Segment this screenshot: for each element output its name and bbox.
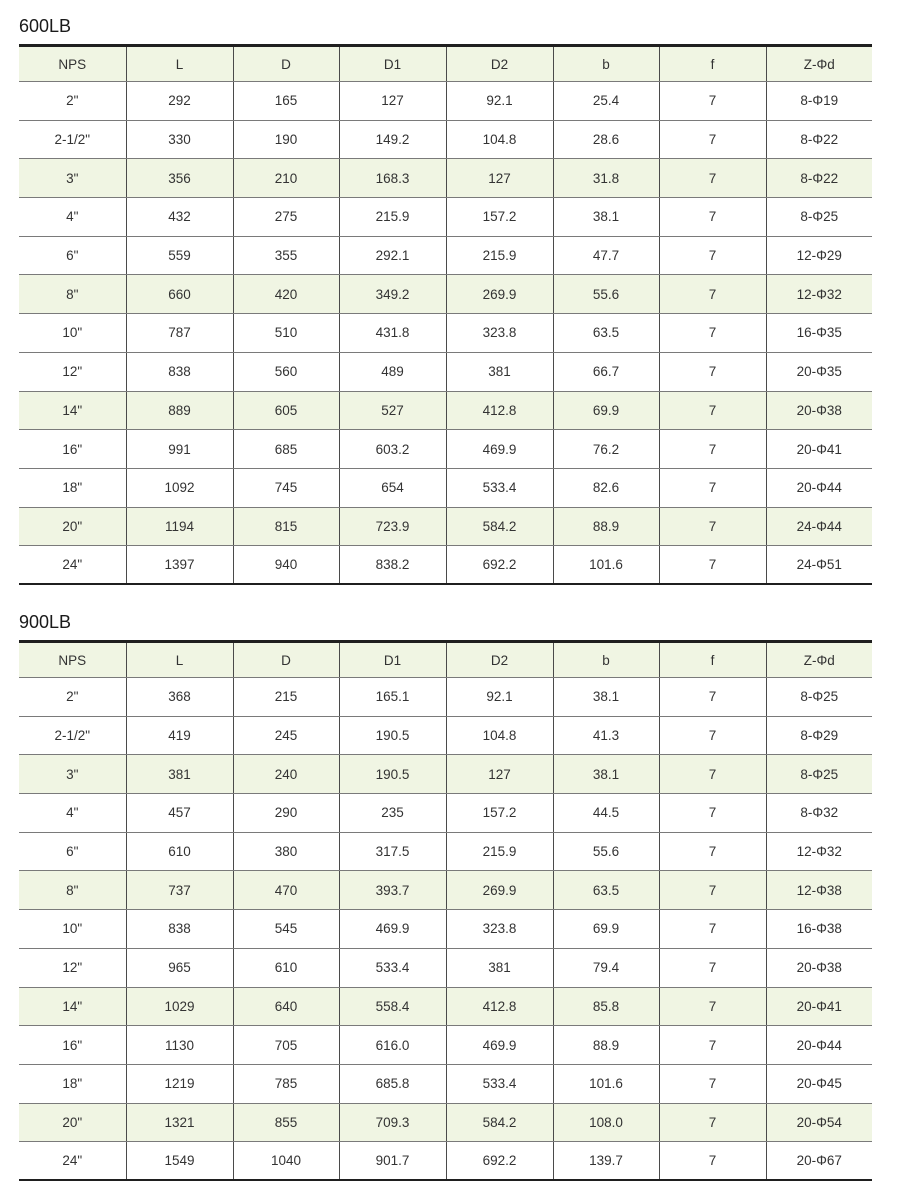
table-cell: 1219 — [126, 1064, 233, 1103]
table-cell: 20-Φ41 — [766, 430, 872, 469]
table-cell: 2-1/2" — [19, 120, 126, 159]
table-cell: 1092 — [126, 468, 233, 507]
table-cell: 737 — [126, 871, 233, 910]
table-cell: 545 — [233, 910, 339, 949]
table-cell: 901.7 — [339, 1142, 446, 1181]
table-cell: 787 — [126, 314, 233, 353]
table-row — [19, 236, 872, 275]
table-cell: 24-Φ51 — [766, 546, 872, 585]
table-cell: 108.0 — [553, 1103, 659, 1142]
table-cell: 381 — [126, 755, 233, 794]
table-cell: 38.1 — [553, 755, 659, 794]
section-title-600lb: 600LB — [19, 16, 72, 36]
table-cell: 215.9 — [339, 198, 446, 237]
table-row — [19, 1064, 872, 1103]
table-cell: 69.9 — [553, 391, 659, 430]
table-cell: 815 — [233, 507, 339, 546]
table-cell: 16" — [19, 1026, 126, 1065]
table-cell: 88.9 — [553, 1026, 659, 1065]
table-cell: 7 — [659, 82, 766, 121]
table-cell: 20-Φ67 — [766, 1142, 872, 1181]
table-cell: 6" — [19, 832, 126, 871]
table-cell: 349.2 — [339, 275, 446, 314]
table-cell: 1321 — [126, 1103, 233, 1142]
table-cell: 7 — [659, 507, 766, 546]
table-cell: 7 — [659, 871, 766, 910]
table-cell: 210 — [233, 159, 339, 198]
table-cell: 165 — [233, 82, 339, 121]
table-cell: 69.9 — [553, 910, 659, 949]
table-cell: 8-Φ29 — [766, 716, 872, 755]
table-cell: 616.0 — [339, 1026, 446, 1065]
table-cell: 889 — [126, 391, 233, 430]
table-cell: 855 — [233, 1103, 339, 1142]
table-cell: 92.1 — [446, 82, 553, 121]
table-cell: 292 — [126, 82, 233, 121]
table-cell: 157.2 — [446, 794, 553, 833]
table-cell: 20" — [19, 507, 126, 546]
table-cell: 215 — [233, 678, 339, 717]
table-row — [19, 275, 872, 314]
table-cell: 18" — [19, 1064, 126, 1103]
table-cell: 7 — [659, 1142, 766, 1181]
table-cell: 838 — [126, 352, 233, 391]
table-cell: 82.6 — [553, 468, 659, 507]
table-row — [19, 507, 872, 546]
table-cell: 420 — [233, 275, 339, 314]
table-cell: 533.4 — [339, 948, 446, 987]
table-cell: 8-Φ25 — [766, 678, 872, 717]
column-header: L — [126, 642, 233, 678]
table-cell: 20" — [19, 1103, 126, 1142]
table-cell: 6" — [19, 236, 126, 275]
column-header: Z-Φd — [766, 642, 872, 678]
table-cell: 12-Φ32 — [766, 275, 872, 314]
column-header: D2 — [446, 46, 553, 82]
table-cell: 692.2 — [446, 1142, 553, 1181]
table-cell: 412.8 — [446, 391, 553, 430]
table-cell: 290 — [233, 794, 339, 833]
table-cell: 7 — [659, 430, 766, 469]
table-cell: 76.2 — [553, 430, 659, 469]
table-cell: 55.6 — [553, 832, 659, 871]
table-cell: 24" — [19, 546, 126, 585]
table-cell: 470 — [233, 871, 339, 910]
table-cell: 25.4 — [553, 82, 659, 121]
table-cell: 660 — [126, 275, 233, 314]
table-row — [19, 352, 872, 391]
section-title-900lb: 900LB — [19, 612, 72, 632]
table-cell: 457 — [126, 794, 233, 833]
table-cell: 368 — [126, 678, 233, 717]
table-cell: 190.5 — [339, 716, 446, 755]
table-cell: 8-Φ25 — [766, 198, 872, 237]
table-row — [19, 755, 872, 794]
table-cell: 7 — [659, 948, 766, 987]
table-cell: 654 — [339, 468, 446, 507]
table-cell: 8-Φ19 — [766, 82, 872, 121]
table-cell: 24-Φ44 — [766, 507, 872, 546]
table-cell: 381 — [446, 352, 553, 391]
table-row — [19, 948, 872, 987]
table-cell: 10" — [19, 314, 126, 353]
table-cell: 149.2 — [339, 120, 446, 159]
table-cell: 317.5 — [339, 832, 446, 871]
table-cell: 610 — [126, 832, 233, 871]
table-cell: 393.7 — [339, 871, 446, 910]
table-cell: 88.9 — [553, 507, 659, 546]
table-cell: 7 — [659, 1026, 766, 1065]
table-cell: 28.6 — [553, 120, 659, 159]
table-cell: 685 — [233, 430, 339, 469]
table-cell: 63.5 — [553, 314, 659, 353]
table-cell: 965 — [126, 948, 233, 987]
table-cell: 7 — [659, 275, 766, 314]
table-cell: 603.2 — [339, 430, 446, 469]
table-cell: 7 — [659, 198, 766, 237]
table-cell: 2" — [19, 678, 126, 717]
table-cell: 215.9 — [446, 236, 553, 275]
table-row — [19, 468, 872, 507]
table-cell: 16-Φ38 — [766, 910, 872, 949]
column-header: NPS — [19, 642, 126, 678]
column-header: D — [233, 46, 339, 82]
table-row — [19, 120, 872, 159]
table-cell: 190 — [233, 120, 339, 159]
table-cell: 12" — [19, 948, 126, 987]
table-cell: 605 — [233, 391, 339, 430]
table-cell: 165.1 — [339, 678, 446, 717]
table-cell: 18" — [19, 468, 126, 507]
table-cell: 240 — [233, 755, 339, 794]
table-cell: 47.7 — [553, 236, 659, 275]
table-cell: 20-Φ41 — [766, 987, 872, 1026]
table-cell: 24" — [19, 1142, 126, 1181]
table-cell: 79.4 — [553, 948, 659, 987]
table-cell: 10" — [19, 910, 126, 949]
table-cell: 20-Φ35 — [766, 352, 872, 391]
table-cell: 558.4 — [339, 987, 446, 1026]
table-cell: 101.6 — [553, 1064, 659, 1103]
table-cell: 356 — [126, 159, 233, 198]
table-cell: 1130 — [126, 1026, 233, 1065]
table-cell: 745 — [233, 468, 339, 507]
table-cell: 940 — [233, 546, 339, 585]
table-cell: 381 — [446, 948, 553, 987]
table-cell: 157.2 — [446, 198, 553, 237]
table-cell: 419 — [126, 716, 233, 755]
table-cell: 245 — [233, 716, 339, 755]
table-cell: 838 — [126, 910, 233, 949]
table-row — [19, 910, 872, 949]
table-row — [19, 82, 872, 121]
table-cell: 432 — [126, 198, 233, 237]
table-cell: 323.8 — [446, 314, 553, 353]
table-cell: 640 — [233, 987, 339, 1026]
column-header: D1 — [339, 46, 446, 82]
column-header: b — [553, 46, 659, 82]
table-cell: 559 — [126, 236, 233, 275]
table-cell: 560 — [233, 352, 339, 391]
table-cell: 20-Φ44 — [766, 468, 872, 507]
table-cell: 709.3 — [339, 1103, 446, 1142]
table-cell: 63.5 — [553, 871, 659, 910]
table-row — [19, 1142, 872, 1181]
table-cell: 127 — [446, 755, 553, 794]
table-cell: 20-Φ38 — [766, 948, 872, 987]
table-cell: 85.8 — [553, 987, 659, 1026]
table-cell: 723.9 — [339, 507, 446, 546]
table-cell: 584.2 — [446, 1103, 553, 1142]
table-cell: 269.9 — [446, 871, 553, 910]
table-cell: 7 — [659, 468, 766, 507]
column-header: D2 — [446, 642, 553, 678]
table-cell: 127 — [446, 159, 553, 198]
table-cell: 991 — [126, 430, 233, 469]
table-cell: 838.2 — [339, 546, 446, 585]
table-cell: 12-Φ29 — [766, 236, 872, 275]
table-cell: 2" — [19, 82, 126, 121]
table-cell: 510 — [233, 314, 339, 353]
table-cell: 44.5 — [553, 794, 659, 833]
table-cell: 7 — [659, 755, 766, 794]
table-cell: 8-Φ22 — [766, 159, 872, 198]
table-cell: 275 — [233, 198, 339, 237]
table-cell: 431.8 — [339, 314, 446, 353]
table-cell: 92.1 — [446, 678, 553, 717]
table-cell: 533.4 — [446, 468, 553, 507]
table-row — [19, 794, 872, 833]
table-cell: 1040 — [233, 1142, 339, 1181]
table-cell: 692.2 — [446, 546, 553, 585]
table-row — [19, 159, 872, 198]
table-header-row — [19, 46, 872, 82]
table-cell: 101.6 — [553, 546, 659, 585]
table-cell: 4" — [19, 198, 126, 237]
table-row — [19, 987, 872, 1026]
table-cell: 168.3 — [339, 159, 446, 198]
table-cell: 12" — [19, 352, 126, 391]
table-cell: 7 — [659, 120, 766, 159]
table-cell: 8" — [19, 871, 126, 910]
table-cell: 785 — [233, 1064, 339, 1103]
table-cell: 12-Φ32 — [766, 832, 872, 871]
table-cell: 469.9 — [339, 910, 446, 949]
table-cell: 3" — [19, 159, 126, 198]
table-cell: 7 — [659, 314, 766, 353]
table-cell: 705 — [233, 1026, 339, 1065]
table-cell: 20-Φ44 — [766, 1026, 872, 1065]
table-cell: 527 — [339, 391, 446, 430]
table-cell: 215.9 — [446, 832, 553, 871]
table-cell: 104.8 — [446, 120, 553, 159]
table-cell: 7 — [659, 794, 766, 833]
table-cell: 292.1 — [339, 236, 446, 275]
table-cell: 489 — [339, 352, 446, 391]
column-header: b — [553, 642, 659, 678]
column-header: L — [126, 46, 233, 82]
table-cell: 7 — [659, 159, 766, 198]
table-cell: 469.9 — [446, 430, 553, 469]
dimension-table-600lb — [19, 44, 872, 585]
column-header: f — [659, 642, 766, 678]
table-cell: 1397 — [126, 546, 233, 585]
table-cell: 104.8 — [446, 716, 553, 755]
table-cell: 610 — [233, 948, 339, 987]
table-cell: 584.2 — [446, 507, 553, 546]
table-header-row — [19, 642, 872, 678]
column-header: D1 — [339, 642, 446, 678]
table-row — [19, 391, 872, 430]
table-row — [19, 678, 872, 717]
column-header: f — [659, 46, 766, 82]
column-header: NPS — [19, 46, 126, 82]
table-row — [19, 314, 872, 353]
table-cell: 38.1 — [553, 198, 659, 237]
table-cell: 31.8 — [553, 159, 659, 198]
table-cell: 127 — [339, 82, 446, 121]
table-cell: 355 — [233, 236, 339, 275]
table-cell: 41.3 — [553, 716, 659, 755]
table-cell: 8-Φ32 — [766, 794, 872, 833]
table-cell: 235 — [339, 794, 446, 833]
table-cell: 380 — [233, 832, 339, 871]
table-cell: 20-Φ54 — [766, 1103, 872, 1142]
table-cell: 7 — [659, 678, 766, 717]
table-cell: 16" — [19, 430, 126, 469]
table-cell: 139.7 — [553, 1142, 659, 1181]
table-cell: 14" — [19, 391, 126, 430]
table-cell: 7 — [659, 546, 766, 585]
table-cell: 412.8 — [446, 987, 553, 1026]
table-cell: 469.9 — [446, 1026, 553, 1065]
table-cell: 7 — [659, 987, 766, 1026]
table-cell: 7 — [659, 716, 766, 755]
table-cell: 4" — [19, 794, 126, 833]
table-cell: 269.9 — [446, 275, 553, 314]
table-cell: 12-Φ38 — [766, 871, 872, 910]
table-cell: 55.6 — [553, 275, 659, 314]
table-cell: 7 — [659, 910, 766, 949]
dimension-table-900lb — [19, 640, 872, 1181]
table-row — [19, 546, 872, 585]
table-row — [19, 871, 872, 910]
table-cell: 190.5 — [339, 755, 446, 794]
table-cell: 3" — [19, 755, 126, 794]
table-cell: 533.4 — [446, 1064, 553, 1103]
table-cell: 1194 — [126, 507, 233, 546]
table-cell: 8-Φ22 — [766, 120, 872, 159]
table-cell: 323.8 — [446, 910, 553, 949]
table-cell: 20-Φ45 — [766, 1064, 872, 1103]
table-row — [19, 1103, 872, 1142]
table-cell: 8-Φ25 — [766, 755, 872, 794]
table-cell: 20-Φ38 — [766, 391, 872, 430]
table-row — [19, 430, 872, 469]
table-cell: 8" — [19, 275, 126, 314]
table-cell: 685.8 — [339, 1064, 446, 1103]
table-row — [19, 832, 872, 871]
table-cell: 66.7 — [553, 352, 659, 391]
table-cell: 7 — [659, 352, 766, 391]
table-cell: 2-1/2" — [19, 716, 126, 755]
table-cell: 7 — [659, 1064, 766, 1103]
table-cell: 330 — [126, 120, 233, 159]
table-cell: 16-Φ35 — [766, 314, 872, 353]
table-cell: 1549 — [126, 1142, 233, 1181]
table-row — [19, 198, 872, 237]
table-row — [19, 716, 872, 755]
table-cell: 7 — [659, 1103, 766, 1142]
column-header: D — [233, 642, 339, 678]
table-cell: 7 — [659, 391, 766, 430]
table-cell: 7 — [659, 236, 766, 275]
table-cell: 14" — [19, 987, 126, 1026]
table-row — [19, 1026, 872, 1065]
table-cell: 7 — [659, 832, 766, 871]
table-cell: 38.1 — [553, 678, 659, 717]
table-cell: 1029 — [126, 987, 233, 1026]
column-header: Z-Φd — [766, 46, 872, 82]
